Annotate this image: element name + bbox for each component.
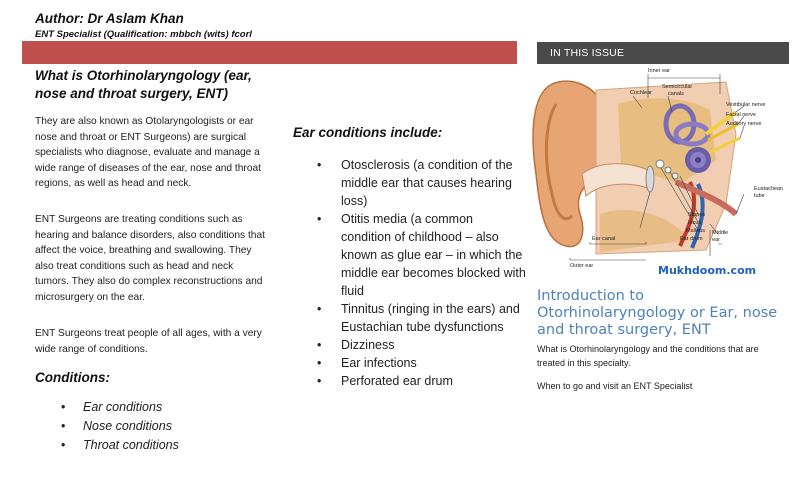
label-middle: Middle — [712, 230, 729, 236]
header-accent-bar — [22, 41, 517, 64]
label-vestibular-nerve: Vestibular nerve — [726, 102, 766, 108]
label-ear: ear — [712, 237, 720, 243]
label-outer-ear: Outer ear — [570, 263, 594, 269]
label-malleus: Malleus — [686, 228, 705, 234]
list-item: • Otosclerosis (a condition of the middle ear that causes hearing loss) — [341, 156, 526, 210]
watermark-text: Mukhdoom.com — [658, 264, 757, 274]
label-eustachean: Eustachean — [754, 186, 784, 192]
label-auditory-nerve: Auditory nerve — [726, 121, 762, 127]
label-incus: Incus — [688, 220, 702, 226]
article-heading: What is Otorhinolaryngology (ear, nose and throat surgery, ENT) — [35, 68, 252, 101]
list-item: • Dizziness — [341, 336, 526, 354]
label-canals: canals — [668, 91, 684, 97]
label-semicircular: Semicircular — [662, 84, 693, 90]
issue-article-description: What is Otorhinolaryngology and the conditions that are treated in this specialty. — [537, 344, 759, 368]
issue-article-when: When to go and visit an ENT Specialist — [537, 381, 693, 391]
label-inner-ear: Inner ear — [648, 68, 671, 74]
article-paragraph-1: They are also known as Otolaryngologists or ear nose and throat or ENT Surgeons) are surgical specialists who diagnose, evaluate and manage a wide range of diseases of the ear, nose and throat regions, as well as head and neck. — [35, 116, 261, 189]
ear-conditions-heading: Ear conditions include: — [293, 125, 443, 140]
conditions-heading: Conditions: — [35, 370, 110, 385]
conditions-list — [83, 398, 179, 455]
list-item: • Nose conditions — [83, 417, 179, 436]
article-paragraph-3: ENT Surgeons treat people of all ages, with a very wide range of conditions. — [35, 328, 262, 355]
list-item: • Ear infections — [341, 354, 526, 372]
label-stapes: Stapes — [688, 212, 706, 218]
label-cochlear: Cochlear — [630, 90, 653, 96]
list-item: • Tinnitus (ringing in the ears) and Eustachian tube dysfunctions — [341, 300, 526, 336]
list-item: • Throat conditions — [83, 436, 179, 455]
list-item: • Perforated ear drum — [341, 372, 526, 390]
label-facial-nerve: Facial nerve — [726, 112, 756, 118]
ear-anatomy-illustration — [530, 64, 790, 274]
ear-conditions-list — [341, 156, 526, 390]
in-this-issue-header: IN THIS ISSUE — [537, 42, 789, 64]
author-qualification: ENT Specialist (Qualification: mbbch (wits) fcorl — [35, 29, 252, 40]
list-item: • Otitis media (a common condition of childhood – also known as glue ear – in which the middle ear becomes blocked with fluid — [341, 210, 526, 300]
list-item: • Ear conditions — [83, 398, 179, 417]
label-ear-drum: Ear drum — [680, 236, 703, 242]
author-name: Author: Dr Aslam Khan — [35, 11, 184, 26]
label-ear-canal: Ear canal — [592, 236, 616, 242]
article-paragraph-2: ENT Surgeons are treating conditions such as hearing and balance disorders, also conditions that affect the voice, breathing and swallowing. They also treat conditions such as head and neck tumors. They also do complex reconstructions and microsurgery on the ear. — [35, 214, 265, 303]
label-tube: tube — [754, 193, 765, 199]
issue-article-title[interactable]: Introduction to Otorhinolaryngology or Ear, nose and throat surgery, ENT — [537, 288, 778, 338]
